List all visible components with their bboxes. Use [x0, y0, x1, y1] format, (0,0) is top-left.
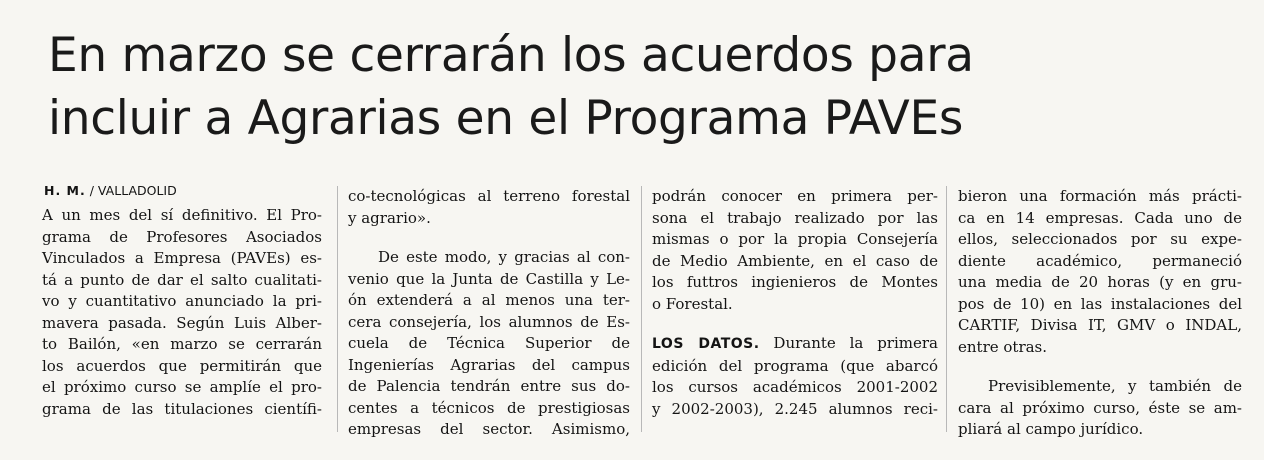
- text-line: mismas o por la propia Consejería: [652, 230, 938, 248]
- text-line: ellos, seleccionados por su expe-: [958, 230, 1242, 248]
- text-line: o Forestal.: [652, 294, 733, 313]
- headline: [48, 24, 1248, 150]
- text-line: sona el trabajo realizado por las: [652, 208, 938, 227]
- text-line: mavera pasada. Según Luis Alber-: [42, 313, 322, 332]
- text-line: edición del programa (que abarcó: [652, 356, 938, 375]
- byline-place: VALLADOLID: [97, 183, 177, 198]
- text-line: co-tecnológicas al terreno forestal: [348, 187, 630, 205]
- text-line: tá a punto de dar el salto cualitati-: [42, 270, 322, 289]
- text-line: podrán conocer en primera per-: [652, 187, 938, 205]
- text-line: Ingenierías Agrarias del campus: [348, 355, 630, 374]
- text-line: de Medio Ambiente, en el caso de: [652, 251, 938, 270]
- text-line: bieron una formación más prácti-: [958, 187, 1242, 205]
- text-line: los cursos académicos 2001-2002: [652, 378, 938, 396]
- text-line: CARTIF, Divisa IT, GMV o INDAL,: [958, 316, 1242, 334]
- headline-line-1: En marzo se cerrarán los acuerdos para: [48, 28, 974, 83]
- paragraph-gap: [348, 229, 630, 247]
- text-line: Vinculados a Empresa (PAVEs) es-: [42, 249, 322, 267]
- column-4: [958, 186, 1242, 441]
- text-line: cera consejería, los alumnos de Es-: [348, 312, 630, 331]
- text-line: y 2002-2003), 2.245 alumnos reci-: [652, 399, 938, 418]
- text-line: grama de Profesores Asociados: [42, 227, 322, 246]
- text-line: empresas del sector. Asimismo,: [348, 420, 630, 438]
- column-divider: [946, 186, 947, 432]
- text-line: to Bailón, «en marzo se cerrarán: [42, 335, 322, 353]
- text-line: pos de 10) en las instalaciones del: [958, 294, 1242, 313]
- text-line: cara al próximo curso, éste se am-: [958, 398, 1242, 417]
- byline-author: H. M.: [44, 183, 86, 198]
- text-line: cuela de Técnica Superior de: [348, 334, 630, 352]
- text-line: De este modo, y gracias al con-: [378, 248, 630, 266]
- text-line: vo y cuantitativo anunciado la pri-: [42, 292, 322, 310]
- text-line: de Palencia tendrán entre sus do-: [348, 377, 630, 395]
- text-line: el próximo curso se amplíe el pro-: [42, 378, 322, 396]
- headline-line-2: incluir a Agrarias en el Programa PAVEs: [48, 91, 964, 146]
- column-3: [652, 186, 938, 420]
- column-2: [348, 186, 630, 441]
- text-line: entre otras.: [958, 337, 1048, 356]
- paragraph-gap: [652, 315, 938, 333]
- text-line: Previsiblemente, y también de: [988, 377, 1242, 395]
- column-1: [42, 205, 322, 420]
- text-line: A un mes del sí definitivo. El Pro-: [42, 206, 322, 224]
- text-line: venio que la Junta de Castilla y Le-: [348, 269, 630, 288]
- text-line: diente académico, permaneció: [958, 251, 1242, 270]
- text-line: ca en 14 empresas. Cada uno de: [958, 208, 1242, 227]
- paragraph-gap: [958, 358, 1242, 376]
- text-line: pliará al campo jurídico.: [958, 420, 1144, 438]
- text-line: ón extenderá a al menos una ter-: [348, 291, 630, 309]
- lead-rest: Durante la primera: [759, 334, 938, 352]
- byline: [44, 183, 177, 199]
- text-line: grama de las titulaciones científi-: [42, 399, 322, 418]
- text-line: y agrario».: [348, 208, 431, 227]
- column-divider: [337, 186, 338, 432]
- text-line: [652, 333, 938, 356]
- text-line: los acuerdos que permitirán que: [42, 356, 322, 375]
- text-line: una media de 20 horas (y en gru-: [958, 273, 1242, 291]
- column-divider: [641, 186, 642, 432]
- text-line: los futtros ingienieros de Montes: [652, 273, 938, 291]
- byline-separator: /: [85, 183, 98, 198]
- text-line: centes a técnicos de prestigiosas: [348, 398, 630, 417]
- section-lead: LOS DATOS.: [652, 336, 760, 352]
